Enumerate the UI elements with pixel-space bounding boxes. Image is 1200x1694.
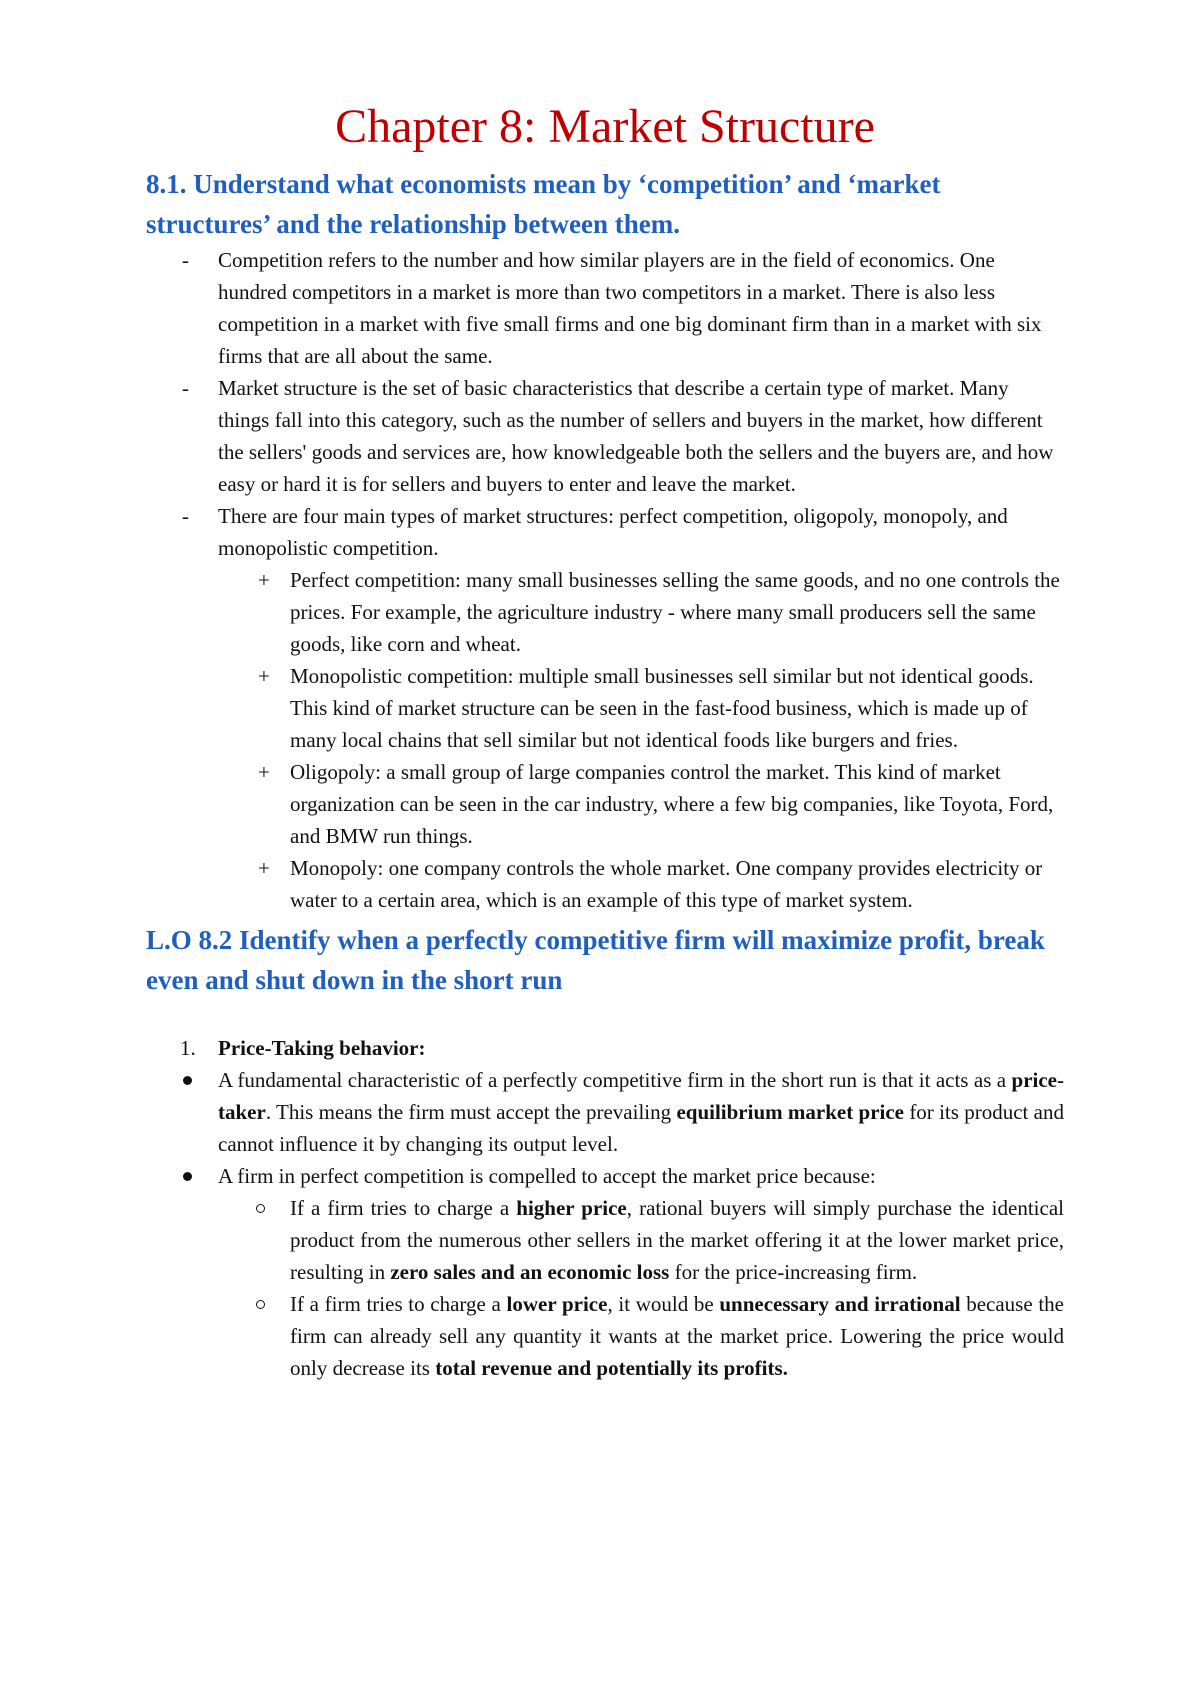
bold-run: price-taker [218, 1067, 1064, 1124]
sub-list-item-text: Monopoly: one company controls the whole market. One company provides electricity or water to a certain area, which is an example of this type of market system. [290, 855, 1043, 912]
list-item [146, 244, 1064, 372]
numbered-item-title: Price-Taking behavior: [218, 1035, 426, 1060]
bold-run: total revenue and potentially its profits. [435, 1355, 788, 1380]
bullet-item [146, 1160, 1064, 1384]
bold-run: higher price [516, 1195, 627, 1220]
plus-bullet: + [258, 567, 270, 592]
sub-list-item-text: Monopolistic competition: multiple small businesses sell similar but not identical goods. This kind of market structure can be seen in the fast-food business, which is made up of many local chains that sell similar but not identical foods like burgers and fries. [290, 663, 1034, 752]
text-run: If a firm tries to charge a [290, 1195, 517, 1220]
sub-bullet-item [218, 1288, 1064, 1384]
bullet-circle-icon [256, 1204, 265, 1213]
section-heading-8-1: 8.1. Understand what economists mean by ‘competition’ and ‘market structures’ and the relationship between them. [146, 168, 941, 239]
bullet-circle-icon [256, 1300, 265, 1309]
text-run: for the price-increasing firm. [669, 1259, 918, 1284]
numbered-list [146, 1032, 1064, 1064]
bullet-item-text: A firm in perfect competition is compelled to accept the market price because: [218, 1163, 876, 1188]
dash-bullet: - [182, 247, 189, 272]
sub-list-item-text: Oligopoly: a small group of large companies control the market. This kind of market organization can be seen in the car industry, where a few big companies, like Toyota, Ford, and BMW run things. [290, 759, 1054, 848]
list-item-text: There are four main types of market structures: perfect competition, oligopoly, monopoly, and monopolistic competition. [218, 503, 1008, 560]
bold-run: equilibrium market price [676, 1099, 905, 1124]
plus-bullet: + [258, 855, 270, 880]
sub-list-item [218, 756, 1064, 852]
definition-list [146, 244, 1064, 916]
dash-bullet: - [182, 503, 189, 528]
bold-run: unnecessary and irrational [719, 1291, 961, 1316]
text-run: . This means the firm must accept the prevailing [265, 1099, 677, 1124]
section-heading-lo-8-2: L.O 8.2 Identify when a perfectly competitive firm will maximize profit, break even and shut down in the short run [146, 924, 1045, 995]
sub-list-item-text: Perfect competition: many small businesses selling the same goods, and no one controls the prices. For example, the agriculture industry - where many small producers sell the same goods, like corn and wheat. [290, 567, 1060, 656]
bullet-dot-icon [183, 1172, 192, 1181]
text-run: A fundamental characteristic of a perfectly competitive firm in the short run is that it acts as a [218, 1067, 1012, 1092]
text-run: for its product and cannot influence it by changing its output level. [218, 1099, 1065, 1156]
text-run: , rational buyers will simply purchase the identical product from the numerous other sellers in the market offering it at the lower market price, resulting in [290, 1195, 1064, 1284]
text-run: because the firm can already sell any quantity it wants at the market price. Lowering the price would only decrease its [290, 1291, 1064, 1380]
text-run: , it would be [607, 1291, 720, 1316]
list-item [146, 372, 1064, 500]
numbered-item [146, 1032, 1064, 1064]
text-run: If a firm tries to charge a [290, 1291, 507, 1316]
bullet-list [146, 1064, 1064, 1384]
sub-list-item [218, 564, 1064, 660]
sub-bullet-item [218, 1192, 1064, 1288]
plus-bullet: + [258, 663, 270, 688]
market-types-list [218, 564, 1064, 916]
sub-list-item [218, 660, 1064, 756]
list-item [146, 500, 1064, 916]
number-marker: 1. [180, 1035, 196, 1060]
bullet-item [146, 1064, 1064, 1160]
list-item-text: Competition refers to the number and how similar players are in the field of economics. One hundred competitors in a market is more than two competitors in a market. There is also less competition in a market with five small firms and one big dominant firm than in a market with six firms that are all about the same. [218, 247, 1042, 368]
plus-bullet: + [258, 759, 270, 784]
bullet-dot-icon [183, 1076, 192, 1085]
bold-run: lower price [506, 1291, 608, 1316]
list-item-text: Market structure is the set of basic characteristics that describe a certain type of market. Many things fall into this category, such as the number of sellers and buyers in the market, how different the sellers' goods and services are, how knowledgeable both the sellers and the buyers are, and how easy or hard it is for sellers and buyers to enter and leave the market. [218, 375, 1054, 496]
sub-bullet-list [218, 1192, 1064, 1384]
bold-run: zero sales and an economic loss [390, 1259, 670, 1284]
page-title: Chapter 8: Market Structure [335, 100, 875, 153]
dash-bullet: - [182, 375, 189, 400]
sub-list-item [218, 852, 1064, 916]
price-taking-section [146, 1032, 1064, 1384]
